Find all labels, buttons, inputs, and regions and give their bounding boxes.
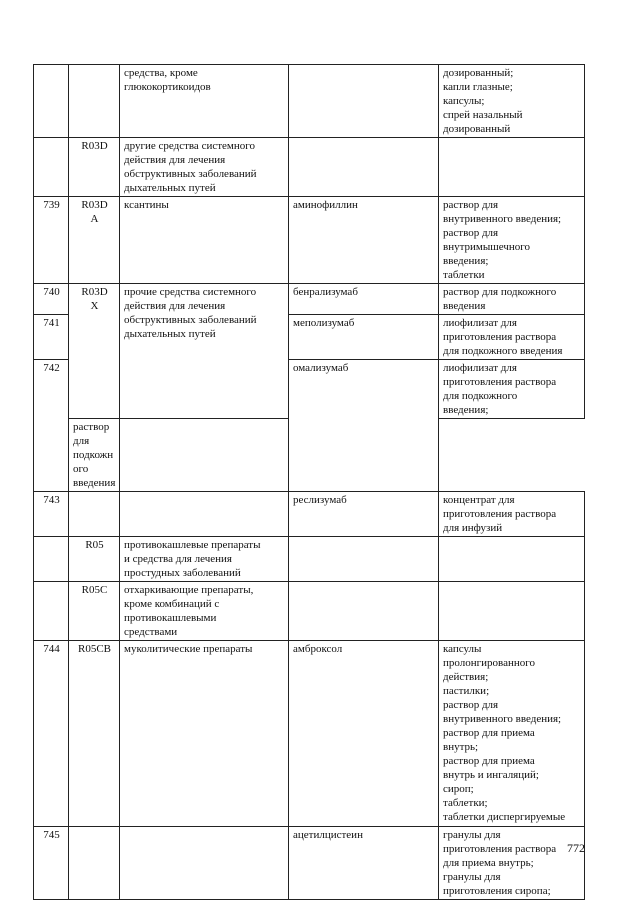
drug-name-cell: ацетилцистеин <box>289 827 439 900</box>
dosage-forms-cell: раствор для подкожного введения <box>69 419 120 492</box>
row-number-cell <box>34 65 69 138</box>
page-number: 772 <box>567 841 585 855</box>
dosage-forms-cell: раствор для подкожного введения <box>439 284 585 315</box>
row-number-cell <box>34 582 69 641</box>
table-row <box>34 138 585 197</box>
dosage-forms-cell: лиофилизат для приготовления раствора для подкожного введения <box>439 315 585 360</box>
group-name-cell: муколитические препараты <box>120 641 289 827</box>
table-row <box>34 284 585 315</box>
drug-name-cell: аминофиллин <box>289 197 439 284</box>
atc-code-cell: R03D <box>69 138 120 197</box>
dosage-forms-cell: концентрат для приготовления раствора для инфузий <box>439 492 585 537</box>
table-row <box>34 537 585 582</box>
atc-code-cell <box>69 492 120 537</box>
row-number-cell: 745 <box>34 827 69 900</box>
dosage-forms-cell <box>439 138 585 197</box>
dosage-forms-cell: дозированный; капли глазные; капсулы; спрей назальный дозированный <box>439 65 585 138</box>
drug-name-cell: бенрализумаб <box>289 284 439 315</box>
atc-code-cell: R05C <box>69 582 120 641</box>
group-name-cell <box>120 827 289 900</box>
table-row <box>34 197 585 284</box>
dosage-forms-cell <box>439 582 585 641</box>
drug-name-cell <box>289 537 439 582</box>
dosage-forms-cell: капсулы пролонгированного действия; пастилки; раствор для внутривенного введения; раствор для приема внутрь; раствор для приема внутрь и ингаляций; сироп; таблетки; таблетки диспергируемые <box>439 641 585 827</box>
atc-code-cell <box>69 65 120 138</box>
row-number-cell: 743 <box>34 492 69 537</box>
group-name-cell: отхаркивающие препараты, кроме комбинаций с противокашлевыми средствами <box>120 582 289 641</box>
drug-name-cell: амброксол <box>289 641 439 827</box>
dosage-forms-cell: лиофилизат для приготовления раствора для подкожного введения; <box>439 360 585 419</box>
atc-code-cell: R05CB <box>69 641 120 827</box>
row-number-cell: 741 <box>34 315 69 360</box>
row-number-cell <box>34 138 69 197</box>
table-row <box>34 492 585 537</box>
row-number-cell: 744 <box>34 641 69 827</box>
drug-name-cell <box>289 138 439 197</box>
group-name-cell: другие средства системного действия для лечения обструктивных заболеваний дыхательных путей <box>120 138 289 197</box>
group-name-cell: ксантины <box>120 197 289 284</box>
atc-code-cell: R05 <box>69 537 120 582</box>
table-row <box>34 641 585 827</box>
drug-name-cell <box>289 582 439 641</box>
table-row <box>34 582 585 641</box>
drug-name-cell: реслизумаб <box>289 492 439 537</box>
dosage-forms-cell: раствор для внутривенного введения; раствор для внутримышечного введения; таблетки <box>439 197 585 284</box>
row-number-cell <box>34 537 69 582</box>
group-name-cell: средства, кроме глюкокортикоидов <box>120 65 289 138</box>
group-name-cell: прочие средства системного действия для лечения обструктивных заболеваний дыхательных путей <box>120 284 289 419</box>
drug-name-cell: омализумаб <box>289 360 439 492</box>
row-number-cell: 740 <box>34 284 69 315</box>
dosage-forms-cell: гранулы для приготовления раствора для приема внутрь; гранулы для приготовления сиропа; <box>439 827 585 900</box>
atc-code-cell: R03D X <box>69 284 120 419</box>
drug-name-cell: меполизумаб <box>289 315 439 360</box>
row-number-cell: 739 <box>34 197 69 284</box>
drug-name-cell <box>289 65 439 138</box>
atc-code-cell <box>69 827 120 900</box>
table-row <box>34 65 585 138</box>
atc-code-cell: R03D A <box>69 197 120 284</box>
group-name-cell <box>120 492 289 537</box>
drug-table <box>33 64 585 900</box>
group-name-cell: противокашлевые препараты и средства для лечения простудных заболеваний <box>120 537 289 582</box>
table-row <box>34 827 585 900</box>
dosage-forms-cell <box>439 537 585 582</box>
row-number-cell: 742 <box>34 360 69 492</box>
